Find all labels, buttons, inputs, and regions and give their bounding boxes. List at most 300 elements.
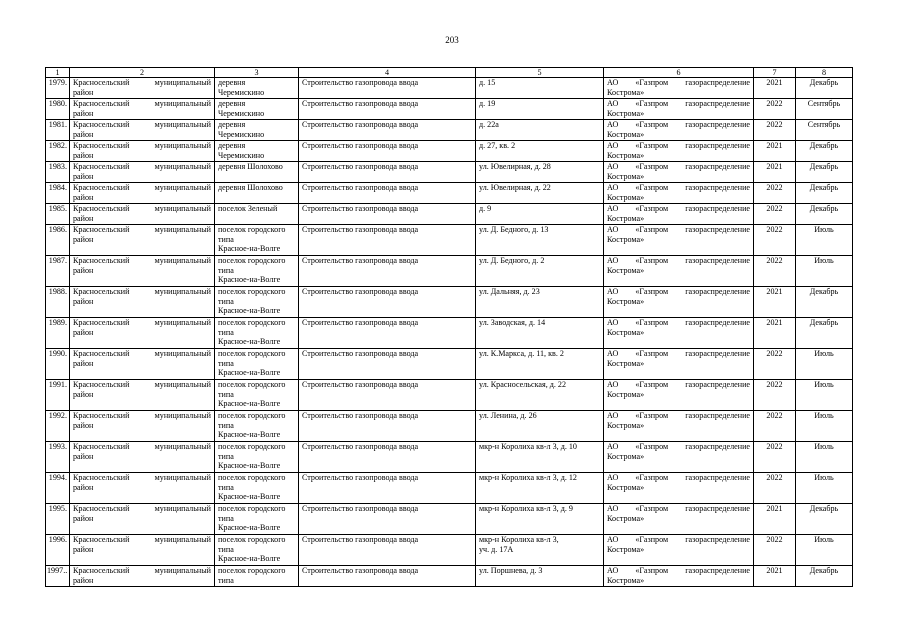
row-number-cell: 1985. <box>46 204 70 225</box>
settlement-line: Красное-на-Волге <box>218 244 281 254</box>
district-line: Красносельский муниципальный <box>73 473 211 482</box>
district-line: Красносельский муниципальный <box>73 225 211 234</box>
district-cell <box>70 566 215 587</box>
org-line: Кострома» <box>607 171 645 181</box>
settlement-cell <box>215 318 299 349</box>
district-cell <box>70 225 215 256</box>
table-row <box>46 204 853 225</box>
district-line: район <box>73 358 94 368</box>
column-header: 5 <box>476 68 604 78</box>
district-cell <box>70 183 215 204</box>
district-line: район <box>73 544 94 554</box>
org-line: АО «Газпром газораспределение <box>607 183 750 192</box>
district-cell <box>70 78 215 99</box>
org-line: Кострома» <box>607 451 645 461</box>
settlement-line: Красное-на-Волге <box>218 492 281 502</box>
year-cell: 2022 <box>754 473 796 504</box>
district-line: район <box>73 150 94 160</box>
year-cell: 2022 <box>754 442 796 473</box>
district-line: район <box>73 234 94 244</box>
district-line: Красносельский муниципальный <box>73 162 211 171</box>
district-line: Красносельский муниципальный <box>73 349 211 358</box>
district-line: район <box>73 129 94 139</box>
row-number-cell: 1987. <box>46 256 70 287</box>
column-header: 8 <box>796 68 853 78</box>
month-cell: Июль <box>796 442 853 473</box>
work-type-cell: Строительство газопровода ввода <box>299 318 476 349</box>
org-line: Кострома» <box>607 192 645 202</box>
row-number-cell: 1981. <box>46 120 70 141</box>
row-number-cell: 1996. <box>46 535 70 566</box>
district-line: Красносельский муниципальный <box>73 120 211 129</box>
address-line: ул. Дальняя, д. 23 <box>479 287 540 296</box>
month-cell: Сентябрь <box>796 120 853 141</box>
settlement-line: Красное-на-Волге <box>218 337 281 347</box>
org-line: АО «Газпром газораспределение <box>607 473 750 482</box>
address-cell <box>476 183 604 204</box>
month-cell: Декабрь <box>796 78 853 99</box>
organization-cell <box>604 183 754 204</box>
month-cell: Июль <box>796 535 853 566</box>
settlement-line: Красное-на-Волге <box>218 523 281 533</box>
settlement-cell <box>215 204 299 225</box>
settlement-line: Красное-на-Волге <box>218 399 281 409</box>
table-row <box>46 380 853 411</box>
district-cell <box>70 204 215 225</box>
settlement-line: типа <box>218 389 234 399</box>
year-cell: 2021 <box>754 78 796 99</box>
table-row <box>46 566 853 587</box>
address-cell <box>476 535 604 566</box>
address-line: ул. Ленина, д. 26 <box>479 411 537 420</box>
settlement-line: поселок городского <box>218 225 286 234</box>
year-cell: 2021 <box>754 566 796 587</box>
year-cell: 2021 <box>754 141 796 162</box>
address-cell <box>476 566 604 587</box>
table-row <box>46 349 853 380</box>
settlement-cell <box>215 183 299 204</box>
settlement-cell <box>215 141 299 162</box>
settlement-line: типа <box>218 265 234 275</box>
district-line: Красносельский муниципальный <box>73 411 211 420</box>
organization-cell <box>604 566 754 587</box>
header-row <box>46 68 853 78</box>
address-cell <box>476 380 604 411</box>
settlement-line: типа <box>218 358 234 368</box>
year-cell: 2022 <box>754 99 796 120</box>
address-line: мкр-н Королиха кв-л 3, <box>479 535 559 544</box>
settlement-cell <box>215 162 299 183</box>
settlement-line: Красное-на-Волге <box>218 306 281 316</box>
row-number-cell: 1984. <box>46 183 70 204</box>
address-cell <box>476 162 604 183</box>
gas-connection-table <box>45 67 853 587</box>
district-cell <box>70 141 215 162</box>
settlement-line: поселок городского <box>218 380 286 389</box>
month-cell: Декабрь <box>796 318 853 349</box>
row-number-cell: 1979. <box>46 78 70 99</box>
settlement-cell <box>215 535 299 566</box>
settlement-line: поселок Зеленый <box>218 204 278 213</box>
address-line: ул. Ювелирная, д. 28 <box>479 162 551 171</box>
settlement-line: деревня <box>218 141 246 150</box>
org-line: АО «Газпром газораспределение <box>607 162 750 171</box>
address-cell <box>476 287 604 318</box>
address-line: д. 22а <box>479 120 499 129</box>
org-line: Кострома» <box>607 129 645 139</box>
settlement-line: Красное-на-Волге <box>218 368 281 378</box>
row-number-cell: 1990. <box>46 349 70 380</box>
address-cell <box>476 349 604 380</box>
org-line: АО «Газпром газораспределение <box>607 78 750 87</box>
address-cell <box>476 120 604 141</box>
district-line: Красносельский муниципальный <box>73 78 211 87</box>
district-cell <box>70 349 215 380</box>
organization-cell <box>604 204 754 225</box>
year-cell: 2022 <box>754 380 796 411</box>
settlement-line: поселок городского <box>218 504 286 513</box>
settlement-line: типа <box>218 575 234 585</box>
table-row <box>46 141 853 162</box>
settlement-line: поселок городского <box>218 566 286 575</box>
work-type-cell: Строительство газопровода ввода <box>299 78 476 99</box>
row-number-cell: 1992. <box>46 411 70 442</box>
year-cell: 2022 <box>754 411 796 442</box>
settlement-cell <box>215 120 299 141</box>
address-line: ул. К.Маркса, д. 11, кв. 2 <box>479 349 564 358</box>
settlement-line: поселок городского <box>218 287 286 296</box>
district-line: район <box>73 108 94 118</box>
district-line: район <box>73 265 94 275</box>
row-number-cell: 1989. <box>46 318 70 349</box>
organization-cell <box>604 256 754 287</box>
org-line: Кострома» <box>607 327 645 337</box>
settlement-line: поселок городского <box>218 473 286 482</box>
district-line: район <box>73 327 94 337</box>
settlement-line: Черемискино <box>218 150 265 160</box>
year-cell: 2021 <box>754 287 796 318</box>
address-cell <box>476 78 604 99</box>
district-line: Красносельский муниципальный <box>73 204 211 213</box>
table-row <box>46 535 853 566</box>
table-row <box>46 183 853 204</box>
district-line: Красносельский муниципальный <box>73 535 211 544</box>
column-header: 7 <box>754 68 796 78</box>
table-row <box>46 411 853 442</box>
row-number-cell: 1997.. <box>46 566 70 587</box>
settlement-line: Черемискино <box>218 108 265 118</box>
row-number-cell: 1982. <box>46 141 70 162</box>
table-row <box>46 225 853 256</box>
month-cell: Июль <box>796 473 853 504</box>
settlement-cell <box>215 411 299 442</box>
work-type-cell: Строительство газопровода ввода <box>299 287 476 318</box>
work-type-cell: Строительство газопровода ввода <box>299 99 476 120</box>
work-type-cell: Строительство газопровода ввода <box>299 566 476 587</box>
month-cell: Июль <box>796 349 853 380</box>
work-type-cell: Строительство газопровода ввода <box>299 473 476 504</box>
organization-cell <box>604 99 754 120</box>
district-line: Красносельский муниципальный <box>73 318 211 327</box>
settlement-line: типа <box>218 296 234 306</box>
organization-cell <box>604 141 754 162</box>
table-row <box>46 473 853 504</box>
district-cell <box>70 318 215 349</box>
organization-cell <box>604 162 754 183</box>
address-cell <box>476 204 604 225</box>
address-line: уч. д. 17А <box>479 544 514 554</box>
district-line: район <box>73 87 94 97</box>
row-number-cell: 1983. <box>46 162 70 183</box>
year-cell: 2022 <box>754 535 796 566</box>
district-line: район <box>73 513 94 523</box>
district-line: район <box>73 192 94 202</box>
settlement-line: поселок городского <box>218 256 286 265</box>
org-line: Кострома» <box>607 150 645 160</box>
work-type-cell: Строительство газопровода ввода <box>299 204 476 225</box>
row-number-cell: 1980. <box>46 99 70 120</box>
district-line: Красносельский муниципальный <box>73 141 211 150</box>
settlement-line: деревня Шолохово <box>218 183 283 192</box>
row-number-cell: 1995. <box>46 504 70 535</box>
work-type-cell: Строительство газопровода ввода <box>299 380 476 411</box>
year-cell: 2021 <box>754 162 796 183</box>
address-line: д. 9 <box>479 204 492 213</box>
address-cell <box>476 504 604 535</box>
district-line: Красносельский муниципальный <box>73 256 211 265</box>
settlement-line: деревня <box>218 78 246 87</box>
settlement-cell <box>215 78 299 99</box>
org-line: АО «Газпром газораспределение <box>607 318 750 327</box>
column-header: 2 <box>70 68 215 78</box>
organization-cell <box>604 442 754 473</box>
org-line: Кострома» <box>607 575 645 585</box>
settlement-cell <box>215 380 299 411</box>
work-type-cell: Строительство газопровода ввода <box>299 183 476 204</box>
district-line: район <box>73 575 94 585</box>
settlement-line: типа <box>218 420 234 430</box>
org-line: АО «Газпром газораспределение <box>607 120 750 129</box>
column-header: 1 <box>46 68 70 78</box>
org-line: АО «Газпром газораспределение <box>607 256 750 265</box>
address-cell <box>476 141 604 162</box>
address-line: д. 15 <box>479 78 496 87</box>
settlement-line: типа <box>218 234 234 244</box>
organization-cell <box>604 120 754 141</box>
month-cell: Декабрь <box>796 504 853 535</box>
work-type-cell: Строительство газопровода ввода <box>299 535 476 566</box>
district-line: Красносельский муниципальный <box>73 504 211 513</box>
work-type-cell: Строительство газопровода ввода <box>299 411 476 442</box>
settlement-line: поселок городского <box>218 318 286 327</box>
org-line: АО «Газпром газораспределение <box>607 566 750 575</box>
address-line: мкр-н Королиха кв-л 3, д. 9 <box>479 504 573 513</box>
address-cell <box>476 473 604 504</box>
address-line: ул. Д. Бедного, д. 2 <box>479 256 545 265</box>
year-cell: 2022 <box>754 120 796 141</box>
address-line: ул. Д. Бедного, д. 13 <box>479 225 549 234</box>
work-type-cell: Строительство газопровода ввода <box>299 225 476 256</box>
table-row <box>46 99 853 120</box>
settlement-line: поселок городского <box>218 349 286 358</box>
year-cell: 2022 <box>754 204 796 225</box>
column-header: 3 <box>215 68 299 78</box>
table-row <box>46 318 853 349</box>
month-cell: Декабрь <box>796 162 853 183</box>
address-cell <box>476 256 604 287</box>
organization-cell <box>604 411 754 442</box>
settlement-cell <box>215 349 299 380</box>
month-cell: Июль <box>796 256 853 287</box>
org-line: АО «Газпром газораспределение <box>607 380 750 389</box>
address-line: ул. Поршнева, д. 3 <box>479 566 543 575</box>
settlement-line: типа <box>218 513 234 523</box>
org-line: Кострома» <box>607 482 645 492</box>
table-row <box>46 78 853 99</box>
month-cell: Июль <box>796 380 853 411</box>
org-line: АО «Газпром газораспределение <box>607 99 750 108</box>
year-cell: 2021 <box>754 504 796 535</box>
district-cell <box>70 442 215 473</box>
year-cell: 2022 <box>754 349 796 380</box>
settlement-cell <box>215 504 299 535</box>
org-line: АО «Газпром газораспределение <box>607 349 750 358</box>
district-line: Красносельский муниципальный <box>73 99 211 108</box>
district-cell <box>70 162 215 183</box>
org-line: Кострома» <box>607 213 645 223</box>
district-cell <box>70 120 215 141</box>
work-type-cell: Строительство газопровода ввода <box>299 256 476 287</box>
address-line: ул. Заводская, д. 14 <box>479 318 546 327</box>
district-cell <box>70 473 215 504</box>
year-cell: 2022 <box>754 183 796 204</box>
organization-cell <box>604 349 754 380</box>
work-type-cell: Строительство газопровода ввода <box>299 141 476 162</box>
district-line: район <box>73 420 94 430</box>
organization-cell <box>604 535 754 566</box>
table-row <box>46 256 853 287</box>
year-cell: 2022 <box>754 256 796 287</box>
work-type-cell: Строительство газопровода ввода <box>299 442 476 473</box>
district-line: район <box>73 482 94 492</box>
settlement-line: Черемискино <box>218 87 265 97</box>
district-line: район <box>73 296 94 306</box>
org-line: Кострома» <box>607 420 645 430</box>
settlement-line: Красное-на-Волге <box>218 461 281 471</box>
org-line: Кострома» <box>607 389 645 399</box>
row-number-cell: 1994. <box>46 473 70 504</box>
org-line: АО «Газпром газораспределение <box>607 442 750 451</box>
month-cell: Декабрь <box>796 204 853 225</box>
address-cell <box>476 442 604 473</box>
organization-cell <box>604 287 754 318</box>
month-cell: Декабрь <box>796 183 853 204</box>
org-line: Кострома» <box>607 513 645 523</box>
settlement-cell <box>215 99 299 120</box>
table-row <box>46 442 853 473</box>
column-header: 4 <box>299 68 476 78</box>
address-cell <box>476 411 604 442</box>
settlement-line: поселок городского <box>218 442 286 451</box>
settlement-line: Красное-на-Волге <box>218 430 281 440</box>
month-cell: Июль <box>796 411 853 442</box>
settlement-line: деревня Шолохово <box>218 162 283 171</box>
month-cell: Декабрь <box>796 566 853 587</box>
district-cell <box>70 99 215 120</box>
org-line: Кострома» <box>607 108 645 118</box>
settlement-line: типа <box>218 544 234 554</box>
organization-cell <box>604 473 754 504</box>
table-row <box>46 120 853 141</box>
address-cell <box>476 225 604 256</box>
settlement-line: поселок городского <box>218 411 286 420</box>
page-number: 203 <box>445 35 459 45</box>
address-line: д. 27, кв. 2 <box>479 141 516 150</box>
district-line: Красносельский муниципальный <box>73 287 211 296</box>
settlement-line: Красное-на-Волге <box>218 275 281 285</box>
district-line: Красносельский муниципальный <box>73 566 211 575</box>
month-cell: Декабрь <box>796 141 853 162</box>
district-line: район <box>73 389 94 399</box>
org-line: Кострома» <box>607 265 645 275</box>
org-line: АО «Газпром газораспределение <box>607 535 750 544</box>
district-cell <box>70 411 215 442</box>
address-cell <box>476 318 604 349</box>
address-line: д. 19 <box>479 99 496 108</box>
district-line: Красносельский муниципальный <box>73 380 211 389</box>
work-type-cell: Строительство газопровода ввода <box>299 162 476 183</box>
address-line: мкр-н Королиха кв-л 3, д. 10 <box>479 442 577 451</box>
organization-cell <box>604 504 754 535</box>
settlement-cell <box>215 566 299 587</box>
district-line: Красносельский муниципальный <box>73 183 211 192</box>
row-number-cell: 1988. <box>46 287 70 318</box>
month-cell: Декабрь <box>796 287 853 318</box>
settlement-cell <box>215 256 299 287</box>
org-line: АО «Газпром газораспределение <box>607 504 750 513</box>
district-line: район <box>73 451 94 461</box>
district-cell <box>70 535 215 566</box>
org-line: АО «Газпром газораспределение <box>607 287 750 296</box>
organization-cell <box>604 225 754 256</box>
org-line: АО «Газпром газораспределение <box>607 204 750 213</box>
row-number-cell: 1991. <box>46 380 70 411</box>
settlement-line: типа <box>218 327 234 337</box>
settlement-line: деревня <box>218 120 246 129</box>
settlement-cell <box>215 225 299 256</box>
settlement-line: поселок городского <box>218 535 286 544</box>
org-line: АО «Газпром газораспределение <box>607 141 750 150</box>
settlement-line: деревня <box>218 99 246 108</box>
settlement-line: Красное-на-Волге <box>218 554 281 564</box>
district-line: район <box>73 213 94 223</box>
org-line: АО «Газпром газораспределение <box>607 411 750 420</box>
district-cell <box>70 287 215 318</box>
month-cell: Сентябрь <box>796 99 853 120</box>
organization-cell <box>604 78 754 99</box>
organization-cell <box>604 380 754 411</box>
settlement-line: типа <box>218 451 234 461</box>
org-line: Кострома» <box>607 358 645 368</box>
month-cell: Июль <box>796 225 853 256</box>
settlement-line: типа <box>218 482 234 492</box>
table-row <box>46 162 853 183</box>
year-cell: 2021 <box>754 318 796 349</box>
work-type-cell: Строительство газопровода ввода <box>299 504 476 535</box>
district-cell <box>70 256 215 287</box>
district-line: район <box>73 171 94 181</box>
address-line: ул. Красносельская, д. 22 <box>479 380 567 389</box>
